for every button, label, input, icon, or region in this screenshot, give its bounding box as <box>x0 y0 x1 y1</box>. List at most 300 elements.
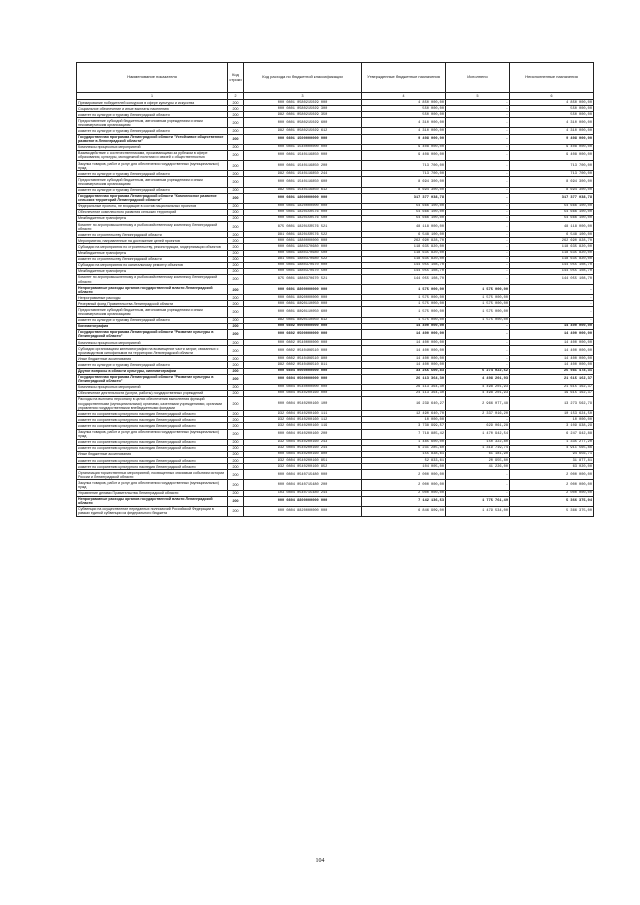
row-line-code: 200 <box>228 390 244 396</box>
row-name: комитет по сохранению культурного наследия Ленинградской области <box>77 439 228 445</box>
row-unexecuted: 9 408 000,00 <box>510 134 594 144</box>
row-executed: 41 226,00 <box>446 464 510 470</box>
row-approved: 54 666 100,00 <box>362 203 446 209</box>
row-executed: - <box>446 323 510 329</box>
row-name: комитет по сохранению культурного наследия Ленинградской области <box>77 411 228 417</box>
row-executed: - <box>446 177 510 187</box>
row-approved: 8 694 300,00 <box>362 177 446 187</box>
row-executed: - <box>446 215 510 221</box>
row-executed: 1 575 000,00 <box>446 317 510 323</box>
row-budget-code: 981 0801 1880370680 522 <box>244 256 362 262</box>
row-unexecuted: 144 055 108,70 <box>510 274 594 284</box>
row-executed: - <box>446 274 510 284</box>
row-executed: - <box>446 346 510 356</box>
row-executed: 1 575 000,00 <box>446 301 510 307</box>
row-line-code: 200 <box>228 134 244 144</box>
table-row <box>77 177 594 187</box>
row-approved: 14 400 000,00 <box>362 362 446 368</box>
row-executed: - <box>446 340 510 346</box>
row-approved: 16 239 640,27 <box>362 396 446 410</box>
row-line-code: 200 <box>228 262 244 268</box>
row-line-code: 200 <box>228 429 244 439</box>
row-approved: 1 575 000,00 <box>362 317 446 323</box>
row-executed: - <box>446 118 510 128</box>
row-name: Организация торжественных мероприятий, посвященных значимым событиям истории России и Ленинградской области <box>77 470 228 480</box>
table-row <box>77 274 594 284</box>
table-row <box>77 470 594 480</box>
row-unexecuted: 118 635 820,00 <box>510 244 594 250</box>
row-approved: 1 485 600,00 <box>362 439 446 445</box>
row-name: Государственная программа Ленинградской области "Устойчивое общественное развитие в Ленинградской области" <box>77 134 228 144</box>
table-row <box>77 307 594 317</box>
row-name: комитет по строительству Ленинградской области <box>77 232 228 238</box>
row-approved: 14 400 000,00 <box>362 329 446 339</box>
row-line-code: 200 <box>228 161 244 171</box>
row-approved: 48 118 000,00 <box>362 222 446 232</box>
row-unexecuted: 4 310 000,00 <box>510 128 594 134</box>
row-name: Комплексы процессных мероприятий <box>77 384 228 390</box>
row-budget-code: 000 0801 182015R576 000 <box>244 209 362 215</box>
row-approved: 118 635 820,00 <box>362 256 446 262</box>
row-executed: - <box>446 128 510 134</box>
row-budget-code: 000 0804 0540200160 000 <box>244 390 362 396</box>
row-line-code: 200 <box>228 177 244 187</box>
page-number: 104 <box>315 858 325 864</box>
row-unexecuted: 6 247 942,88 <box>510 429 594 439</box>
row-line-code: 200 <box>228 374 244 384</box>
row-executed: - <box>446 112 510 118</box>
row-executed: 61 181,90 <box>446 451 510 457</box>
row-approved: 317 377 038,78 <box>362 193 446 203</box>
row-name: комитет по культуре и туризму Ленинградской области <box>77 317 228 323</box>
row-approved: 1 575 000,00 <box>362 307 446 317</box>
row-unexecuted: 48 118 000,00 <box>510 222 594 232</box>
row-unexecuted: 144 055 108,70 <box>510 262 594 268</box>
row-executed: 1 575 000,00 <box>446 285 510 295</box>
row-approved: 7 718 885,42 <box>362 429 446 439</box>
row-name: Межбюджетные трансферты <box>77 250 228 256</box>
row-approved: 14 400 000,00 <box>362 346 446 356</box>
row-budget-code: 000 0804 0540200160 200 <box>244 429 362 439</box>
table-row <box>77 429 594 439</box>
row-unexecuted: 2 000 000,00 <box>510 470 594 480</box>
row-approved: 550 000,00 <box>362 106 446 112</box>
row-executed: 1 575 000,00 <box>446 295 510 301</box>
row-line-code: 200 <box>228 193 244 203</box>
row-budget-code: 000 0801 8890000000 000 <box>244 295 362 301</box>
table-row <box>77 346 594 356</box>
row-executed: 1 575 000,00 <box>446 307 510 317</box>
row-executed: 4 498 201,93 <box>446 384 510 390</box>
row-line-code: 200 <box>228 301 244 307</box>
row-executed: - <box>446 480 510 490</box>
row-approved: 9 408 000,00 <box>362 150 446 160</box>
row-unexecuted: 5 366 375,00 <box>510 506 594 516</box>
table-row <box>77 285 594 295</box>
row-name: Закупка товаров, работ и услуг для обеспечения государственных (муниципальных) нужд <box>77 480 228 490</box>
row-name: комитет по сохранению культурного наследия Ленинградской области <box>77 417 228 423</box>
row-executed: - <box>446 329 510 339</box>
row-unexecuted: 4 310 000,00 <box>510 118 594 128</box>
row-approved: 7 142 136,53 <box>362 496 446 506</box>
row-approved: 10 000,00 <box>362 417 446 423</box>
row-budget-code: 982 0801 1540116850 612 <box>244 187 362 193</box>
row-unexecuted: 63 020,00 <box>510 464 594 470</box>
header-line-code: Код строки <box>228 63 244 93</box>
row-approved: 1 575 000,00 <box>362 301 446 307</box>
row-name: Государственная программа Ленинградской области "Развитие культуры в Ленинградской области" <box>77 329 228 339</box>
row-name: Комплексы процессных мероприятий <box>77 340 228 346</box>
row-approved: 2 000 000,00 <box>362 490 446 496</box>
row-budget-code: 000 0804 0540715480 200 <box>244 480 362 490</box>
row-budget-code: 000 0801 1540116850 600 <box>244 177 362 187</box>
row-executed: - <box>446 106 510 112</box>
row-name: Субсидии на мероприятия по капитальному ремонту объектов <box>77 262 228 268</box>
row-line-code: 200 <box>228 340 244 346</box>
row-executed: - <box>446 470 510 480</box>
header-budget-code: Код расхода по бюджетной классификации <box>244 63 362 93</box>
row-executed: 1 775 761,49 <box>446 496 510 506</box>
row-executed: - <box>446 238 510 244</box>
row-approved: 6 548 100,00 <box>362 232 446 238</box>
row-name: Резервный фонд Правительства Ленинградской области <box>77 301 228 307</box>
table-body <box>77 100 594 517</box>
row-unexecuted: 14 400 000,00 <box>510 362 594 368</box>
column-number: 1 <box>77 93 228 100</box>
row-line-code: 200 <box>228 356 244 362</box>
table-row <box>77 396 594 410</box>
row-unexecuted: 4 911 565,86 <box>510 445 594 451</box>
row-executed: 1 319 719,74 <box>446 445 510 451</box>
header-name: Наименование показателя <box>77 63 228 93</box>
row-name: Мероприятия, направленные на достижение целей проектов <box>77 238 228 244</box>
row-executed: 1 470 942,54 <box>446 429 510 439</box>
row-name: Государственная программа Ленинградской области "Развитие культуры в Ленинградской области" <box>77 374 228 384</box>
row-budget-code: 000 0801 1880370670 000 <box>244 262 362 268</box>
row-executed: - <box>446 262 510 268</box>
row-budget-code: 981 0801 182015R576 522 <box>244 232 362 238</box>
row-executed: 629 061,28 <box>446 423 510 429</box>
row-line-code: 200 <box>228 490 244 496</box>
row-line-code: 200 <box>228 317 244 323</box>
row-executed: 1 479 534,00 <box>446 506 510 516</box>
row-budget-code: 982 0802 0540406510 811 <box>244 362 362 368</box>
row-name: Предоставление субсидий бюджетным, автономным учреждениям и иным некоммерческим организациям <box>77 307 228 317</box>
row-unexecuted: 4 850 000,00 <box>510 100 594 106</box>
row-approved: 26 113 364,30 <box>362 374 446 384</box>
row-unexecuted: 118 635 820,00 <box>510 250 594 256</box>
row-budget-code: 932 0804 0540200160 244 <box>244 445 362 451</box>
row-budget-code: 000 0801 182015R576 500 <box>244 215 362 221</box>
row-approved: 6 231 285,60 <box>362 445 446 451</box>
row-approved: 2 000 000,00 <box>362 480 446 490</box>
row-unexecuted: 54 666 100,00 <box>510 215 594 221</box>
row-approved: 104 005,00 <box>362 464 446 470</box>
row-line-code: 200 <box>228 244 244 250</box>
row-budget-code: 000 0804 0500000000 000 <box>244 374 362 384</box>
row-executed: - <box>446 100 510 106</box>
table-row <box>77 161 594 171</box>
row-budget-code: 000 0801 1880370670 500 <box>244 268 362 274</box>
row-budget-code: 982 0801 0580215029 612 <box>244 128 362 134</box>
row-approved: 33 255 500,83 <box>362 368 446 374</box>
row-approved: 550 000,00 <box>362 112 446 118</box>
row-name: Государственная программа Ленинградской области "Комплексное развитие сельских территорий Ленинградской области" <box>77 193 228 203</box>
row-name: Кинематография <box>77 323 228 329</box>
row-budget-code: 103 0804 0540715480 244 <box>244 490 362 496</box>
row-unexecuted: 8 694 300,00 <box>510 187 594 193</box>
row-line-code: 200 <box>228 215 244 221</box>
row-approved: 1 575 000,00 <box>362 295 446 301</box>
row-name: Межбюджетные трансферты <box>77 268 228 274</box>
row-budget-code: 000 0801 1880000000 000 <box>244 238 362 244</box>
row-executed: 6 274 022,52 <box>446 368 510 374</box>
row-unexecuted: 14 400 000,00 <box>510 340 594 346</box>
row-budget-code: 932 0804 0540200160 852 <box>244 464 362 470</box>
table-header-row <box>77 63 594 93</box>
row-executed: 4 498 201,93 <box>446 390 510 396</box>
row-name: Предоставление субсидий бюджетным, автономным учреждениям и иным некоммерческим организациям <box>77 118 228 128</box>
row-approved: 118 635 820,00 <box>362 250 446 256</box>
row-name: Непрограммные расходы <box>77 295 228 301</box>
row-unexecuted: - <box>510 307 594 317</box>
row-line-code: 200 <box>228 480 244 490</box>
row-line-code: 200 <box>228 100 244 106</box>
table-row <box>77 374 594 384</box>
table-row <box>77 496 594 506</box>
row-name: Комитет по агропромышленному и рыбохозяйственному комплексу Ленинградской области <box>77 274 228 284</box>
row-name: Расходы на выплаты персоналу в целях обеспечения выполнения функций государственными (муниципальными) органами, казенными учреждениями, органами управления государственными внебюджетными фондами <box>77 396 228 410</box>
row-line-code: 200 <box>228 458 244 464</box>
row-executed: - <box>446 490 510 496</box>
row-approved: 6 846 909,00 <box>362 506 446 516</box>
row-unexecuted: 713 700,00 <box>510 161 594 171</box>
row-name: комитет по культуре и туризму Ленинградской области <box>77 171 228 177</box>
row-name: Межбюджетные трансферты <box>77 215 228 221</box>
row-budget-code: 875 0801 1880370670 521 <box>244 274 362 284</box>
row-name: Комитет по агропромышленному и рыбохозяйственному комплексу Ленинградской области <box>77 222 228 232</box>
row-approved: 713 700,00 <box>362 171 446 177</box>
row-unexecuted: 21 615 162,37 <box>510 384 594 390</box>
row-name: Управление делами Правительства Ленинградской области <box>77 490 228 496</box>
row-budget-code: 000 0802 0000000000 000 <box>244 323 362 329</box>
row-line-code: 200 <box>228 423 244 429</box>
row-unexecuted: 54 666 100,00 <box>510 209 594 215</box>
row-approved: 1 575 000,00 <box>362 285 446 295</box>
row-budget-code: 000 0801 1880370680 000 <box>244 244 362 250</box>
row-name: комитет по сохранению культурного наследия Ленинградской области <box>77 458 228 464</box>
row-line-code: 200 <box>228 464 244 470</box>
row-approved: 262 690 828,70 <box>362 238 446 244</box>
row-name: комитет по культуре и туризму Ленинградской области <box>77 112 228 118</box>
row-unexecuted: - <box>510 285 594 295</box>
row-name: Иные бюджетные ассигнования <box>77 451 228 457</box>
row-budget-code: 982 0801 8890110050 612 <box>244 317 362 323</box>
row-executed: - <box>446 222 510 232</box>
row-line-code: 200 <box>228 274 244 284</box>
table-row <box>77 480 594 490</box>
row-line-code: 200 <box>228 250 244 256</box>
row-name: Закупка товаров, работ и услуг для обеспечения государственных (муниципальных) нужд <box>77 429 228 439</box>
row-budget-code: 000 0804 8800000000 000 <box>244 496 362 506</box>
row-approved: 4 310 000,00 <box>362 128 446 134</box>
row-line-code: 200 <box>228 144 244 150</box>
column-number: 2 <box>228 93 244 100</box>
row-executed: 2 966 077,48 <box>446 396 510 410</box>
row-executed: - <box>446 187 510 193</box>
row-name: комитет по культуре и туризму Ленинградской области <box>77 362 228 368</box>
row-executed: - <box>446 250 510 256</box>
row-approved: 713 700,00 <box>362 161 446 171</box>
row-approved: 14 400 000,00 <box>362 340 446 346</box>
row-executed: - <box>446 161 510 171</box>
row-budget-code: 932 0804 0540200160 111 <box>244 411 362 417</box>
row-budget-code: 875 0801 182015R576 521 <box>244 222 362 232</box>
row-unexecuted: 14 400 000,00 <box>510 329 594 339</box>
row-line-code: 200 <box>228 232 244 238</box>
table-row <box>77 134 594 144</box>
row-line-code: 200 <box>228 439 244 445</box>
row-name: Предоставление субсидий бюджетным, автономным учреждениям и иным некоммерческим организациям <box>77 177 228 187</box>
row-unexecuted: 317 377 038,78 <box>510 193 594 203</box>
row-unexecuted: 3 109 938,29 <box>510 423 594 429</box>
row-name: Субсидии на мероприятия по строительству, реконструкции, модернизации объектов <box>77 244 228 250</box>
row-line-code: 200 <box>228 362 244 368</box>
row-unexecuted: 14 400 000,00 <box>510 323 594 329</box>
row-executed: - <box>446 209 510 215</box>
row-line-code: 200 <box>228 150 244 160</box>
row-budget-code: 932 0804 0540200160 112 <box>244 417 362 423</box>
row-executed: - <box>446 244 510 250</box>
row-name: Закупка товаров, работ и услуг для обеспечения государственных (муниципальных) нужд <box>77 161 228 171</box>
row-executed: - <box>446 144 510 150</box>
row-budget-code: 000 0801 8800000000 000 <box>244 285 362 295</box>
row-unexecuted: - <box>510 295 594 301</box>
row-unexecuted: - <box>510 301 594 307</box>
row-name: Субвенции на осуществление переданных полномочий Российской Федерации в рамках единой субвенции из федерального бюджета <box>77 506 228 516</box>
row-approved: 24 113 364,30 <box>362 390 446 396</box>
row-name: Социальное обеспечение и иные выплаты населению <box>77 106 228 112</box>
row-line-code: 200 <box>228 368 244 374</box>
row-approved: 52 833,61 <box>362 458 446 464</box>
row-budget-code: 000 0804 0000000000 000 <box>244 368 362 374</box>
header-approved: Утвержденные бюджетные назначения <box>362 63 446 93</box>
row-line-code: 200 <box>228 118 244 128</box>
row-budget-code: 000 0804 0540000000 000 <box>244 384 362 390</box>
table-row <box>77 150 594 160</box>
row-line-code: 200 <box>228 307 244 317</box>
row-budget-code: 000 0804 8820000000 000 <box>244 506 362 516</box>
row-approved: 4 850 000,00 <box>362 100 446 106</box>
table-row <box>77 193 594 203</box>
row-budget-code: 932 0804 0540200160 851 <box>244 458 362 464</box>
row-unexecuted: 5 366 375,04 <box>510 496 594 506</box>
row-unexecuted: 9 408 000,00 <box>510 144 594 150</box>
row-budget-code: 000 0801 0580215029 300 <box>244 106 362 112</box>
row-unexecuted: 118 635 820,00 <box>510 256 594 262</box>
column-number: 6 <box>510 93 594 100</box>
row-budget-code: 000 0801 1540116850 200 <box>244 161 362 171</box>
table-row <box>77 329 594 339</box>
row-unexecuted: 6 548 100,00 <box>510 232 594 238</box>
row-line-code: 200 <box>228 445 244 451</box>
row-name: Иные бюджетные ассигнования <box>77 356 228 362</box>
row-name: комитет по сохранению культурного наследия Ленинградской области <box>77 445 228 451</box>
row-line-code: 200 <box>228 451 244 457</box>
row-approved: 54 666 100,00 <box>362 209 446 215</box>
row-unexecuted: 2 000 000,00 <box>510 480 594 490</box>
row-name: Субсидии организациям кинематографии на возмещение части затрат, связанных с производством кинофильмов на территории Ленинградской области <box>77 346 228 356</box>
row-budget-code: 000 0802 0540000000 000 <box>244 340 362 346</box>
row-line-code: 200 <box>228 268 244 274</box>
row-approved: 144 055 108,70 <box>362 274 446 284</box>
row-unexecuted: 144 055 108,70 <box>510 268 594 274</box>
row-budget-code: 000 0801 1800000000 000 <box>244 193 362 203</box>
row-approved: 144 055 108,70 <box>362 262 446 268</box>
row-budget-code: 000 0801 8890110050 000 <box>244 301 362 307</box>
row-approved: 144 055 108,70 <box>362 268 446 274</box>
row-unexecuted: 550 000,00 <box>510 112 594 118</box>
row-executed: - <box>446 362 510 368</box>
row-executed: 4 498 201,93 <box>446 374 510 384</box>
row-line-code: 200 <box>228 411 244 417</box>
row-name: комитет по сохранению культурного наследия Ленинградской области <box>77 464 228 470</box>
row-line-code: 200 <box>228 238 244 244</box>
row-executed: - <box>446 171 510 177</box>
table-row <box>77 506 594 516</box>
row-unexecuted: 262 690 828,70 <box>510 238 594 244</box>
row-budget-code: 000 0801 1880370680 500 <box>244 250 362 256</box>
header-executed: Исполнено <box>446 63 510 93</box>
row-approved: 8 694 300,00 <box>362 187 446 193</box>
budget-sheet <box>76 62 593 517</box>
row-unexecuted: 2 000 000,00 <box>510 490 594 496</box>
row-unexecuted: 10 153 624,50 <box>510 411 594 417</box>
budget-table <box>76 62 594 517</box>
row-line-code: 200 <box>228 209 244 215</box>
row-unexecuted: 550 000,00 <box>510 106 594 112</box>
row-approved: 9 408 000,00 <box>362 134 446 144</box>
row-line-code: 200 <box>228 295 244 301</box>
row-line-code: 200 <box>228 384 244 390</box>
row-line-code: 200 <box>228 470 244 480</box>
row-executed: - <box>446 203 510 209</box>
row-budget-code: 000 0801 1540116850 000 <box>244 150 362 160</box>
row-budget-code: 000 0802 0540406510 800 <box>244 356 362 362</box>
row-name: Обеспечение деятельности (услуги, работы) государственных учреждений <box>77 390 228 396</box>
column-number: 5 <box>446 93 510 100</box>
row-name: Премирование победителей конкурсов в сфере культуры и искусства <box>77 100 228 106</box>
row-budget-code: 000 0802 0540406510 000 <box>244 346 362 356</box>
row-budget-code: 000 0804 0540200160 800 <box>244 451 362 457</box>
row-budget-code: 932 0804 0540200160 119 <box>244 423 362 429</box>
row-line-code: 200 <box>228 496 244 506</box>
row-unexecuted: 10 000,00 <box>510 417 594 423</box>
row-unexecuted: 94 656,71 <box>510 451 594 457</box>
row-executed: - <box>446 150 510 160</box>
row-line-code: 200 <box>228 396 244 410</box>
row-line-code: 200 <box>228 171 244 177</box>
row-executed: - <box>446 356 510 362</box>
row-line-code: 200 <box>228 323 244 329</box>
row-unexecuted: 31 877,81 <box>510 458 594 464</box>
row-budget-code: 000 0802 0500000000 000 <box>244 329 362 339</box>
row-executed: 2 337 016,20 <box>446 411 510 417</box>
row-approved: 54 666 100,00 <box>362 215 446 221</box>
row-line-code: 200 <box>228 112 244 118</box>
row-executed: - <box>446 193 510 203</box>
row-name: Федеральные проекты, не входящие в состав национальных проектов <box>77 203 228 209</box>
